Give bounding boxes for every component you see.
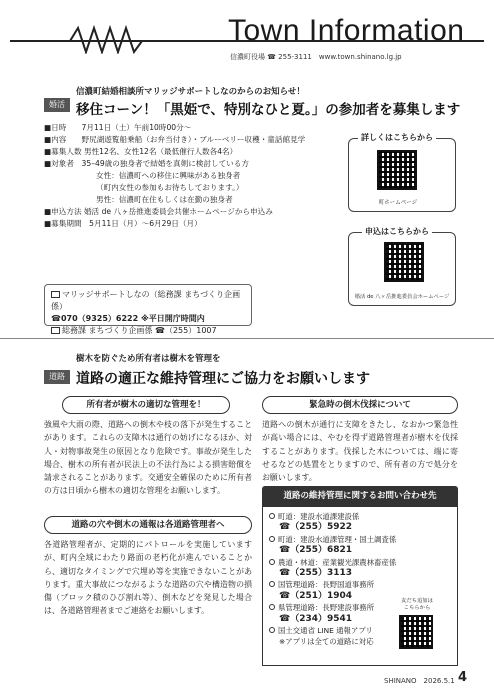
qr-code-town-homepage[interactable] [377,150,417,190]
left-paragraph-2: 各道路管理者が、定期的にパトロールを実施していますが、町内全域にわたり路面の老朽化が進んでいることから、適切なタイミングで穴埋め等を実施できないことがあります。重大事故につながるような道路の穴や構造物の損傷（ブロック積のひび割れ等）、倒木などを発見した場合は、各道路管理者までご連絡をお願いします。 [44,540,252,616]
bullet-icon [269,581,275,587]
inquiry-tel: ☎（251）1904 [279,590,353,601]
inquiry-box-heading: 道路の維持管理に関するお問い合わせ先 [262,486,458,506]
detail-eligibility-men: 男性：信濃町在住もしくは在勤の独身者 [96,195,233,204]
page-title: Town Information [228,14,465,47]
article1-lead: 信濃町結婚相談所マリッジサポートしなのからのお知らせ！ [76,87,305,97]
qr-apply-heading: 申込はこちらから [362,226,432,237]
mail-icon [51,327,60,334]
article1-contact [44,284,252,335]
left-heading-1: 所有者が樹木の適切な管理を！ [62,396,230,414]
contact-line1: マリッジサポートしなの（総務課 まちづくり企画係） [51,290,241,311]
inquiry-item: 農道・林道：産業観光課農林畜産係 [269,557,451,568]
contact-line3: 総務課 まちづくり企画係 ☎（255）1007 [62,326,217,335]
category-tag-konkatsu: 婚活 [44,98,70,112]
qr-details-caption: 町ホームページ [378,200,418,206]
qr-code-apply[interactable] [384,242,424,282]
detail-content: ■内容 野尻湖遊覧船乗船（お弁当付き）・ブルーベリー収穫・童話館見学 [44,135,306,144]
contact-line2: ☎070（9325）6222 ※平日開庁時間内 [51,314,205,323]
section-divider [0,338,494,339]
left-heading-2: 道路の穴や倒木の通報は各道路管理者へ [44,516,252,534]
header-wave-icon [10,20,230,54]
bullet-icon [269,627,275,633]
article2-lead: 樹木を防ぐため所有者は樹木を管理を [76,354,221,364]
line-qr-caption: 友だち追加は こちらから [401,598,433,611]
right-heading: 緊急時の倒木伐採について [262,396,458,414]
detail-date: ■日時 7月11日（土）午前10時00分～ [44,123,192,132]
footer-text: SHINANO 2026.5.1 [384,677,455,685]
detail-eligibility-note: （町内女性の参加もお待ちしております。） [96,183,244,192]
detail-eligibility-women: 女性：信濃町への移住に興味がある独身者 [96,171,241,180]
mail-icon [51,291,60,298]
inquiry-item: 町道：建設水道課建設係 [269,511,451,522]
article1-title: 移住コーン！「黒姫で、特別なひと夏。」の参加者を募集します [76,102,461,118]
page-number: 4 [458,670,468,685]
left-paragraph-1: 強風や大雨の際、道路への倒木や枝の落下が発生することがあります。これらの支障木は通行の妨げになるほか、対人・対物事故発生の原因となり危険です。事故が発生した場合、樹木の所有者が民法上の不法行為による損害賠償を請求されることがあります。交通安全確保のために所有者の方は日頃から樹木の適切な管理をお願いします。 [44,420,252,496]
detail-apply-method: ■申込方法 婚活 de 八ヶ岳推進委員会共催ホームページから申込み [44,207,273,216]
article2-title: 道路の適正な維持管理にご協力をお願いします [76,371,370,387]
inquiry-tel: ☎（255）6821 [279,545,353,556]
bullet-icon [269,513,275,519]
detail-apply-period: ■募集期間 5月11日（月）～6月29日（月） [44,219,202,228]
bullet-icon [269,559,275,565]
inquiry-item: 県管理道路：長野建設事務所 [269,602,451,613]
article1-details [44,122,344,230]
inquiry-item: 国土交通省 LINE 通報アプリ [269,625,451,636]
right-paragraph: 道路への倒木が通行に支障をきたし、なおかつ緊急性が高い場合には、やむを得ず道路管理者が樹木を伐採することがあります。伐採した木については、端に寄せるなどの処置をとりますので、所有者の方で処分をお願いします。 [262,420,458,483]
qr-details-heading: 詳しくはこちらから [358,132,436,143]
header-contact: 信濃町役場 ☎ 255-3111 www.town.shinano.lg.jp [230,53,402,61]
inquiry-tel: ☎（255）3113 [279,568,353,579]
inquiry-tel: ☎（255）5922 [279,522,353,533]
inquiry-item: 町道：建設水道課管理・国土調査係 [269,534,451,545]
category-tag-road: 道路 [44,370,70,384]
bullet-icon [269,536,275,542]
qr-code-line-app[interactable] [399,615,433,649]
bullet-icon [269,604,275,610]
detail-capacity: ■募集人数 男性12名、女性12名（最低催行人数各4名） [44,147,238,156]
qr-apply-caption: 婚活 de 八ヶ岳推進委員会ホームページ [354,294,450,300]
inquiry-item: 国管理道路：長野国道事務所 [269,579,451,590]
inquiry-tel: ☎（234）9541 [279,613,353,624]
detail-eligibility: ■対象者 35–49歳の独身者で結婚を真剣に検討している方 [44,159,249,168]
inquiry-note: ※アプリは全ての道路に対応 [279,637,374,647]
